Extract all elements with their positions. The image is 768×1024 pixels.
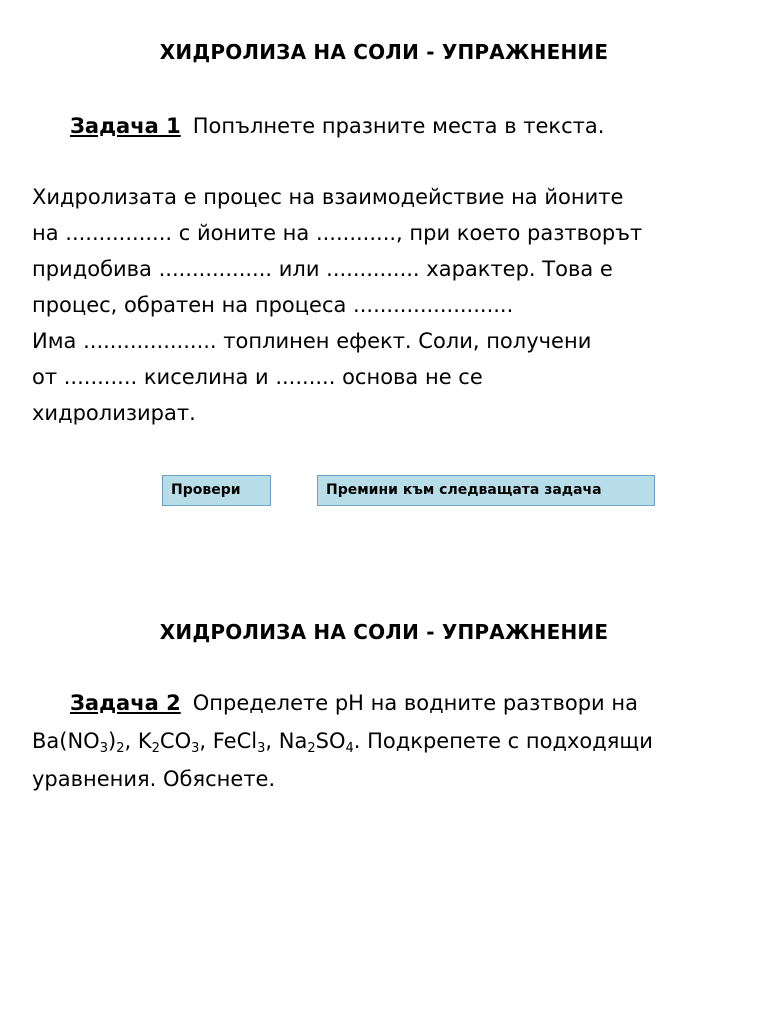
paragraph-line: Има .................... топлинен ефект. Соли, получени	[32, 329, 592, 353]
check-button[interactable]: Провери	[162, 475, 271, 506]
paragraph-line: Хидролизата е процес на взаимодействие на йоните	[32, 185, 624, 209]
paragraph-line: хидролизират.	[32, 401, 196, 425]
paragraph-line: процес, обратен на процеса ........................	[32, 293, 514, 317]
task-text-continued: . Подкрепете с подходящи	[353, 729, 653, 753]
paragraph-line: от ........... киселина и ......... основа не се	[32, 365, 483, 389]
next-task-button[interactable]: Премини към следващата задача	[317, 475, 655, 506]
task-instruction	[32, 108, 742, 144]
task-instruction: Задача 2 Определете pH на водните разтвори на $Ba(NO_3)_2$, $K_2CO_3$, FeCl$_3$, $Na_2SO_4$. Подкрепете с подходящи уравнения. Обяснете.	[32, 691, 653, 791]
formula-k2co3: $K_2CO_3$	[137, 729, 200, 756]
formula-fecl3: FeCl$_3$	[212, 729, 266, 756]
slide-title: ХИДРОЛИЗА НА СОЛИ - УПРАЖНЕНИЕ	[159, 620, 609, 644]
formula-na2so4: $Na_2SO_4$	[278, 729, 354, 756]
fill-in-paragraph	[32, 179, 747, 431]
task-label: Задача 2	[70, 691, 181, 715]
paragraph-line: придобива ................. или .............. характер. Това е	[32, 257, 613, 281]
task-text-end: уравнения. Обяснете.	[32, 767, 276, 791]
task-text: Определете pH на водните разтвори на	[192, 691, 638, 715]
paragraph-line: на ................ с йоните на ............, при което разтворът	[32, 221, 643, 245]
slide-title: ХИДРОЛИЗА НА СОЛИ - УПРАЖНЕНИЕ	[159, 40, 609, 64]
task-text: Попълнете празните места в текста.	[192, 114, 605, 138]
formula-ba-no3-2: $Ba(NO_3)_2$	[32, 729, 125, 756]
slide-task-2	[0, 600, 768, 1024]
task-label: Задача 1	[70, 114, 181, 138]
